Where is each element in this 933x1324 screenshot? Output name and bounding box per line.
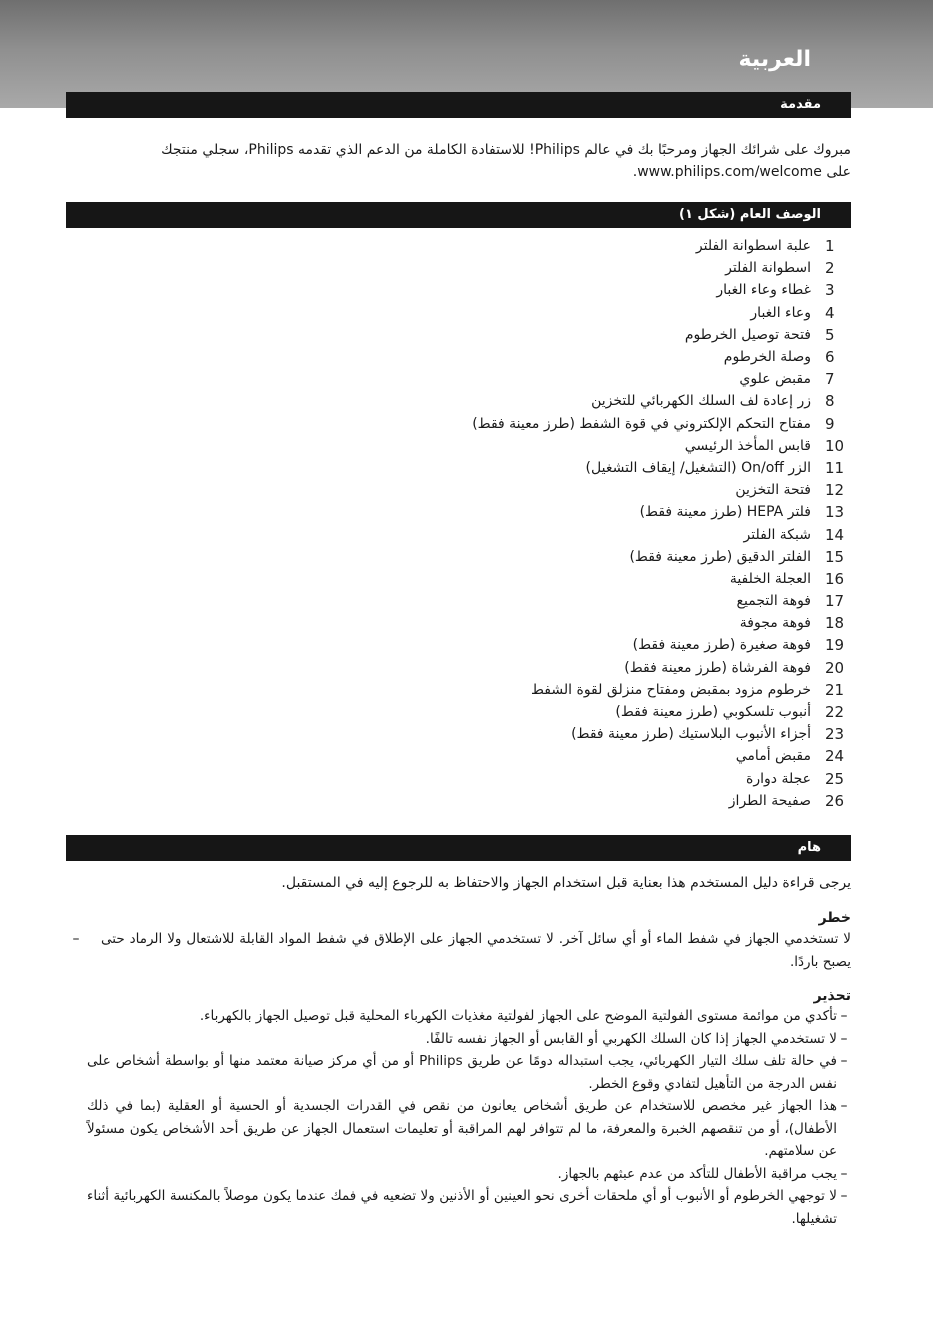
part-item bbox=[61, 457, 851, 479]
warning-item bbox=[69, 1050, 851, 1095]
part-item bbox=[61, 546, 851, 568]
part-number: 10 bbox=[825, 436, 845, 455]
part-item bbox=[61, 657, 851, 679]
warning-item bbox=[69, 1028, 851, 1051]
part-label: الفلتر الدقيق (طرز معينة فقط) bbox=[629, 548, 811, 565]
intro-heading: مقدمة bbox=[780, 97, 821, 112]
part-number: 12 bbox=[825, 481, 845, 500]
danger-item-text: لا تستخدمي الجهاز في شفط الماء أو أي سائل آخر. لا تستخدمي الجهاز على الإطلاق في شفط المواد القابلة للاشتعال ولا الرماد حتى يصبح باردًا. bbox=[101, 931, 851, 970]
part-item bbox=[61, 612, 851, 634]
part-label: العجلة الخلفية bbox=[729, 570, 811, 587]
part-item bbox=[61, 523, 851, 545]
part-item bbox=[61, 679, 851, 701]
part-label: عجلة دوارة bbox=[746, 770, 811, 787]
dash-marker: – bbox=[840, 1188, 848, 1204]
part-label: مقبض علوي bbox=[739, 371, 811, 388]
warning-list bbox=[69, 1005, 851, 1230]
part-number: 18 bbox=[825, 614, 845, 633]
read-manual-text: يرجى قراءة دليل المستخدم هذا بعناية قبل استخدام الجهاز والاحتفاظ به للرجوع إليه في المستقبل. bbox=[281, 875, 851, 891]
part-number: 11 bbox=[825, 458, 845, 477]
warning-item-text: في حالة تلف سلك التيار الكهربائي، يجب استبداله دومًا عن طريق Philips أو من أي مركز صيانة معتمد منها أو بواسطة أشخاص على نفس الدرجة من التأهيل لتفادي وقوع الخطر. bbox=[87, 1053, 837, 1092]
language-title: العربية bbox=[738, 47, 811, 72]
part-number: 5 bbox=[825, 325, 835, 344]
intro-paragraph: مبروك على شرائك الجهاز ومرحبًا بك في عالم Philips! للاستفادة الكاملة من الدعم الذي تقدمه Philips، سجلي منتجك على www.philips.com/welcome. bbox=[161, 142, 851, 180]
part-number: 8 bbox=[825, 392, 835, 411]
part-label: اسطوانة الفلتر bbox=[725, 260, 811, 277]
part-label: الزر On/off (التشغيل/ إيقاف التشغيل) bbox=[585, 459, 811, 476]
warning-item bbox=[69, 1005, 851, 1028]
warning-item-text: لا توجهي الخرطوم أو الأنبوب أو أي ملحقات أخرى نحو العينين أو الأذنين ولا تضعيه في فمك عندما يكون موصلاً بالمكنسة الكهربائية أثناء تشغيلها. bbox=[87, 1188, 837, 1227]
dash-marker: – bbox=[840, 1165, 848, 1182]
description-heading: الوصف العام (شكل ١) bbox=[679, 207, 821, 222]
part-label: فلتر HEPA (طرز معينة فقط) bbox=[639, 504, 811, 521]
part-label: قابس المأخذ الرئيسي bbox=[684, 437, 811, 454]
part-label: وصلة الخرطوم bbox=[723, 349, 811, 366]
part-label: فتحة توصيل الخرطوم bbox=[684, 326, 811, 343]
part-number: 26 bbox=[825, 791, 845, 810]
part-number: 7 bbox=[825, 370, 835, 389]
warning-item-text: يجب مراقبة الأطفال للتأكد من عدم عبثهم بالجهاز. bbox=[557, 1165, 837, 1182]
part-item bbox=[61, 413, 851, 435]
part-item bbox=[61, 568, 851, 590]
part-label: غطاء وعاء الغبار bbox=[716, 282, 811, 299]
part-number: 1 bbox=[825, 237, 835, 256]
part-number: 21 bbox=[825, 680, 845, 699]
warning-item bbox=[69, 1095, 851, 1163]
part-item bbox=[61, 324, 851, 346]
part-number: 25 bbox=[825, 769, 845, 788]
part-item bbox=[61, 634, 851, 656]
part-number: 17 bbox=[825, 592, 845, 611]
part-number: 19 bbox=[825, 636, 845, 655]
part-item bbox=[61, 790, 851, 812]
part-item bbox=[61, 346, 851, 368]
part-item bbox=[61, 368, 851, 390]
danger-heading: خطر bbox=[818, 910, 851, 926]
part-label: شبكة الفلتر bbox=[743, 526, 811, 543]
warning-item bbox=[69, 1163, 851, 1186]
part-item bbox=[61, 390, 851, 412]
part-label: فوهة مجوفة bbox=[739, 615, 811, 632]
part-item bbox=[61, 701, 851, 723]
warning-heading: تحذير bbox=[813, 988, 851, 1004]
part-number: 2 bbox=[825, 259, 835, 278]
intro-section-bar bbox=[66, 92, 851, 118]
warning-item-text: لا تستخدمي الجهاز إذا كان السلك الكهربي أو القابس أو الجهاز نفسه تالفًا. bbox=[425, 1030, 837, 1047]
part-item bbox=[61, 479, 851, 501]
part-number: 24 bbox=[825, 747, 845, 766]
part-item bbox=[61, 501, 851, 523]
part-item bbox=[61, 768, 851, 790]
part-item bbox=[61, 745, 851, 767]
part-label: فتحة التخزين bbox=[735, 482, 811, 499]
part-label: صفيحة الطراز bbox=[728, 792, 811, 809]
part-number: 22 bbox=[825, 703, 845, 722]
dash-marker: – bbox=[840, 1053, 848, 1069]
part-label: وعاء الغبار bbox=[750, 304, 811, 321]
warning-item bbox=[69, 1185, 851, 1230]
dash-marker: – bbox=[840, 1030, 848, 1047]
part-label: خرطوم مزود بمقبض ومفتاح منزلق لقوة الشفط bbox=[531, 681, 811, 698]
dash-marker: – bbox=[840, 1098, 848, 1114]
part-label: زر إعادة لف السلك الكهربائي للتخزين bbox=[591, 393, 811, 410]
part-number: 15 bbox=[825, 547, 845, 566]
part-item bbox=[61, 302, 851, 324]
important-heading: هام bbox=[797, 840, 821, 855]
part-label: فوهة صغيرة (طرز معينة فقط) bbox=[632, 637, 811, 654]
part-number: 6 bbox=[825, 348, 835, 367]
dash-marker: – bbox=[72, 931, 80, 947]
warning-item-text: تأكدي من موائمة مستوى الفولتية الموضح على الجهاز لفولتية مغذيات الكهرباء المحلية قبل توصيل الجهاز بالكهرباء. bbox=[199, 1008, 837, 1024]
part-item bbox=[61, 723, 851, 745]
part-number: 23 bbox=[825, 725, 845, 744]
part-label: مفتاح التحكم الإلكتروني في قوة الشفط (طرز معينة فقط) bbox=[472, 415, 811, 432]
part-label: فوهة الفرشاة (طرز معينة فقط) bbox=[624, 659, 811, 676]
part-label: أنبوب تلسكوبي (طرز معينة فقط) bbox=[615, 704, 811, 721]
important-section-bar bbox=[66, 835, 851, 861]
dash-marker: – bbox=[840, 1008, 848, 1024]
part-label: أجزاء الأنبوب البلاستيك (طرز معينة فقط) bbox=[571, 726, 811, 743]
part-label: مقبض أمامي bbox=[735, 748, 811, 765]
part-number: 20 bbox=[825, 658, 845, 677]
part-number: 4 bbox=[825, 303, 835, 322]
part-number: 16 bbox=[825, 569, 845, 588]
part-number: 14 bbox=[825, 525, 845, 544]
part-item bbox=[61, 435, 851, 457]
part-label: علبة اسطوانة الفلتر bbox=[695, 238, 811, 255]
danger-item bbox=[69, 928, 851, 973]
part-item bbox=[61, 235, 851, 257]
part-label: فوهة التجميع bbox=[736, 593, 811, 610]
warning-item-text: هذا الجهاز غير مخصص للاستخدام عن طريق أشخاص يعانون من نقص في القدرات الجسدية أو الحسية أو العقلية (بما في ذلك الأطفال)، أو من تنقصهم الخبرة والمعرفة، ما لم تتوافر لهم المراقبة أو تعليمات استعمال الجهاز عن طريق أحد الأشخاص يكون مسئولاً عن سلامتهم. bbox=[87, 1098, 837, 1159]
part-number: 3 bbox=[825, 281, 835, 300]
part-number: 13 bbox=[825, 503, 845, 522]
description-section-bar bbox=[66, 202, 851, 228]
part-item bbox=[61, 590, 851, 612]
part-item bbox=[61, 279, 851, 301]
part-item bbox=[61, 257, 851, 279]
parts-list bbox=[61, 235, 851, 812]
part-number: 9 bbox=[825, 414, 835, 433]
